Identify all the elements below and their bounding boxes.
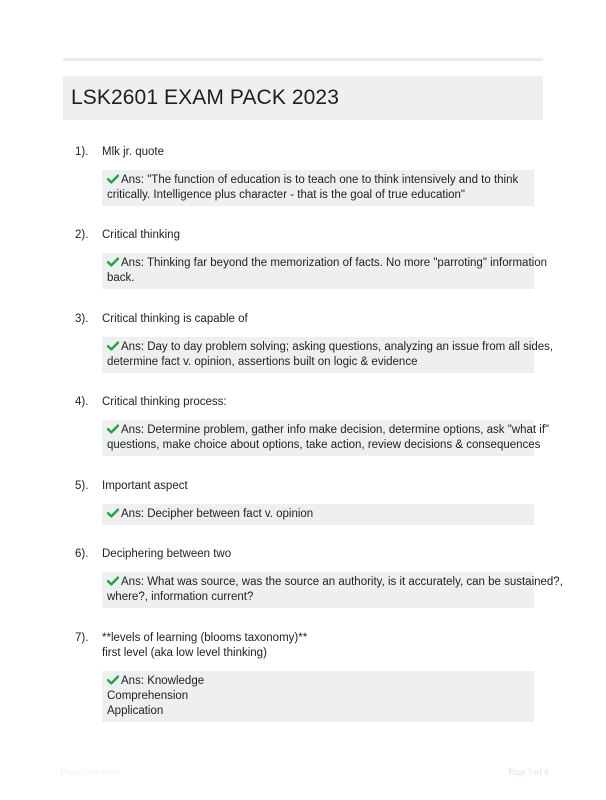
answer-text: Ans: Knowledge [121, 675, 205, 687]
check-icon [107, 424, 119, 434]
answer-text: Ans: Decipher between fact v. opinion [121, 508, 314, 520]
question-text [102, 312, 532, 327]
question-line: Critical thinking [102, 229, 180, 241]
answer-box [102, 337, 554, 373]
answer-text: critically. Intelligence plus character - that is the goal of true education" [107, 189, 465, 201]
answer-line-row [107, 188, 528, 203]
answer-text: Ans: What was source, was the source an authority, is it accurately, can be sustained?, [121, 576, 563, 588]
answer-text: where?, information current? [107, 591, 254, 603]
question-number: 1). [75, 146, 89, 158]
question-number: 7). [75, 632, 89, 644]
question-number: 2). [75, 229, 89, 241]
question-text [102, 479, 532, 494]
answer-line-row [107, 507, 528, 522]
question-line: Deciphering between two [102, 548, 232, 560]
check-icon [107, 174, 119, 184]
answer-text: Ans: Determine problem, gather info make decision, determine options, ask "what if" [121, 424, 550, 436]
answer-box [102, 420, 550, 456]
answer-text: back. [107, 272, 135, 284]
answer-line-row [107, 674, 528, 689]
answer-line-row [107, 438, 541, 453]
answer-text: questions, make choice about options, take action, review decisions & consequences [107, 439, 541, 451]
answer-line-row [107, 256, 547, 271]
question-line: Critical thinking process: [102, 396, 227, 408]
answer-line-row [107, 423, 550, 438]
question-text [102, 145, 532, 160]
question-line: Mlk jr. quote [102, 146, 164, 158]
answer-line-row [107, 355, 528, 370]
question-number: 3). [75, 313, 89, 325]
check-icon [107, 341, 119, 351]
answer-box [102, 253, 547, 289]
footer-page-number: Page 1 of 6 [508, 767, 549, 777]
check-icon [107, 257, 119, 267]
answer-line-row [107, 590, 528, 605]
answer-line-row [107, 575, 563, 590]
question-number: 6). [75, 548, 89, 560]
answer-text: Ans: "The function of education is to teach one to think intensively and to think [121, 174, 519, 186]
question-line: first level (aka low level thinking) [102, 647, 267, 659]
page-title: LSK2601 EXAM PACK 2023 [71, 86, 339, 109]
question-number: 4). [75, 396, 89, 408]
question-number: 5). [75, 480, 89, 492]
answer-text: Ans: Day to day problem solving; asking questions, analyzing an issue from all sides, [121, 341, 554, 353]
question-line: Important aspect [102, 480, 188, 492]
answer-text: determine fact v. opinion, assertions built on logic & evidence [107, 356, 418, 368]
check-icon [107, 576, 119, 586]
answer-box [102, 671, 534, 722]
header-divider [63, 58, 543, 61]
answer-line-row [107, 173, 528, 188]
answer-box [102, 170, 534, 206]
answer-line-row [107, 704, 528, 719]
answer-text: Comprehension [107, 690, 189, 702]
answer-line-row [107, 340, 554, 355]
question-text [102, 547, 532, 562]
answer-box [102, 504, 534, 525]
answer-line-row [107, 689, 528, 704]
question-text [102, 228, 532, 243]
answer-text: Application [107, 705, 164, 717]
title-banner [63, 76, 543, 120]
question-text [102, 395, 532, 410]
check-icon [107, 675, 119, 685]
footer-site: PaperStar.com [60, 767, 120, 777]
question-text [102, 631, 532, 661]
check-icon [107, 508, 119, 518]
answer-text: Ans: Thinking far beyond the memorization of facts. No more "parroting" information [121, 257, 547, 269]
answer-box [102, 572, 563, 608]
question-line: Critical thinking is capable of [102, 313, 248, 325]
answer-line-row [107, 271, 528, 286]
question-line: **levels of learning (blooms taxonomy)** [102, 632, 308, 644]
